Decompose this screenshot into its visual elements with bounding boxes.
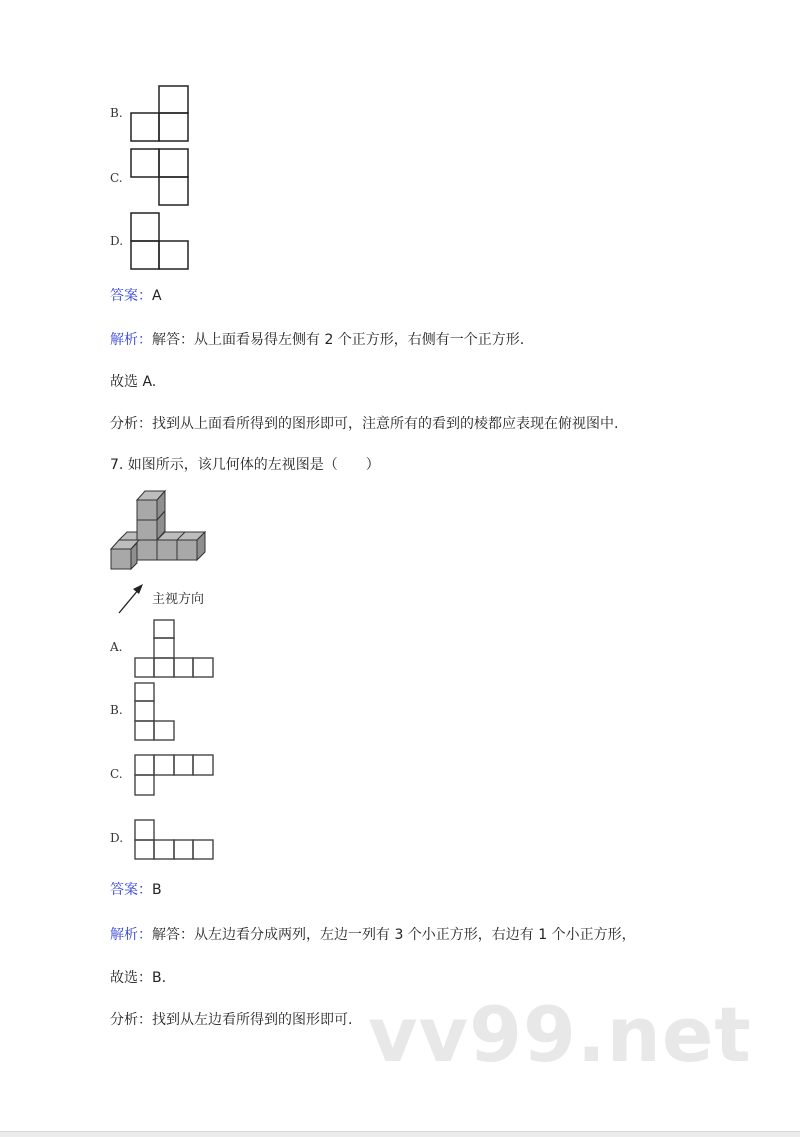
analysis-text: 解答：从上面看易得左侧有 2 个正方形，右侧有一个正方形. — [152, 332, 525, 348]
answer-value: B — [152, 882, 162, 898]
q6-choice: 故选 A. — [110, 374, 157, 390]
q7-option-a-label: A. — [110, 640, 123, 654]
q7-answer — [110, 881, 162, 899]
q7-option-b-label: B. — [110, 703, 123, 717]
q7-option-b-figure — [135, 683, 174, 740]
analysis-label: 解析： — [110, 332, 152, 348]
analysis-label: 解析： — [110, 927, 152, 943]
answer-label: 答案： — [110, 288, 152, 304]
q7-summary: 分析：找到从左边看所得到的图形即可. — [110, 1012, 353, 1028]
q7-option-c-figure — [135, 755, 213, 795]
q7-choice: 故选：B. — [110, 970, 167, 986]
q7-option-d-label: D. — [110, 831, 124, 845]
q7-option-d-figure — [135, 820, 213, 859]
answer-value: A — [152, 288, 162, 304]
q7-direction-label: 主视方向 — [152, 592, 205, 607]
q7-option-a-figure — [135, 620, 213, 677]
q6-summary: 分析：找到从上面看所得到的图形即可，注意所有的看到的棱都应表现在俯视图中. — [110, 416, 619, 432]
q7-question: 7. 如图所示，该几何体的左视图是（ ） — [110, 457, 380, 473]
q6-option-c-label: C. — [110, 171, 123, 185]
q7-analysis — [110, 926, 636, 944]
watermark: vv99.net — [368, 990, 752, 1079]
page-bottom-edge — [0, 1131, 800, 1137]
analysis-text: 解答：从左边看分成两列，左边一列有 3 个小正方形，右边有 1 个小正方形， — [152, 927, 636, 943]
q6-option-d-label: D. — [110, 234, 124, 248]
q6-option-b-label: B. — [110, 106, 123, 120]
q7-option-c-label: C. — [110, 767, 123, 781]
answer-label: 答案： — [110, 882, 152, 898]
